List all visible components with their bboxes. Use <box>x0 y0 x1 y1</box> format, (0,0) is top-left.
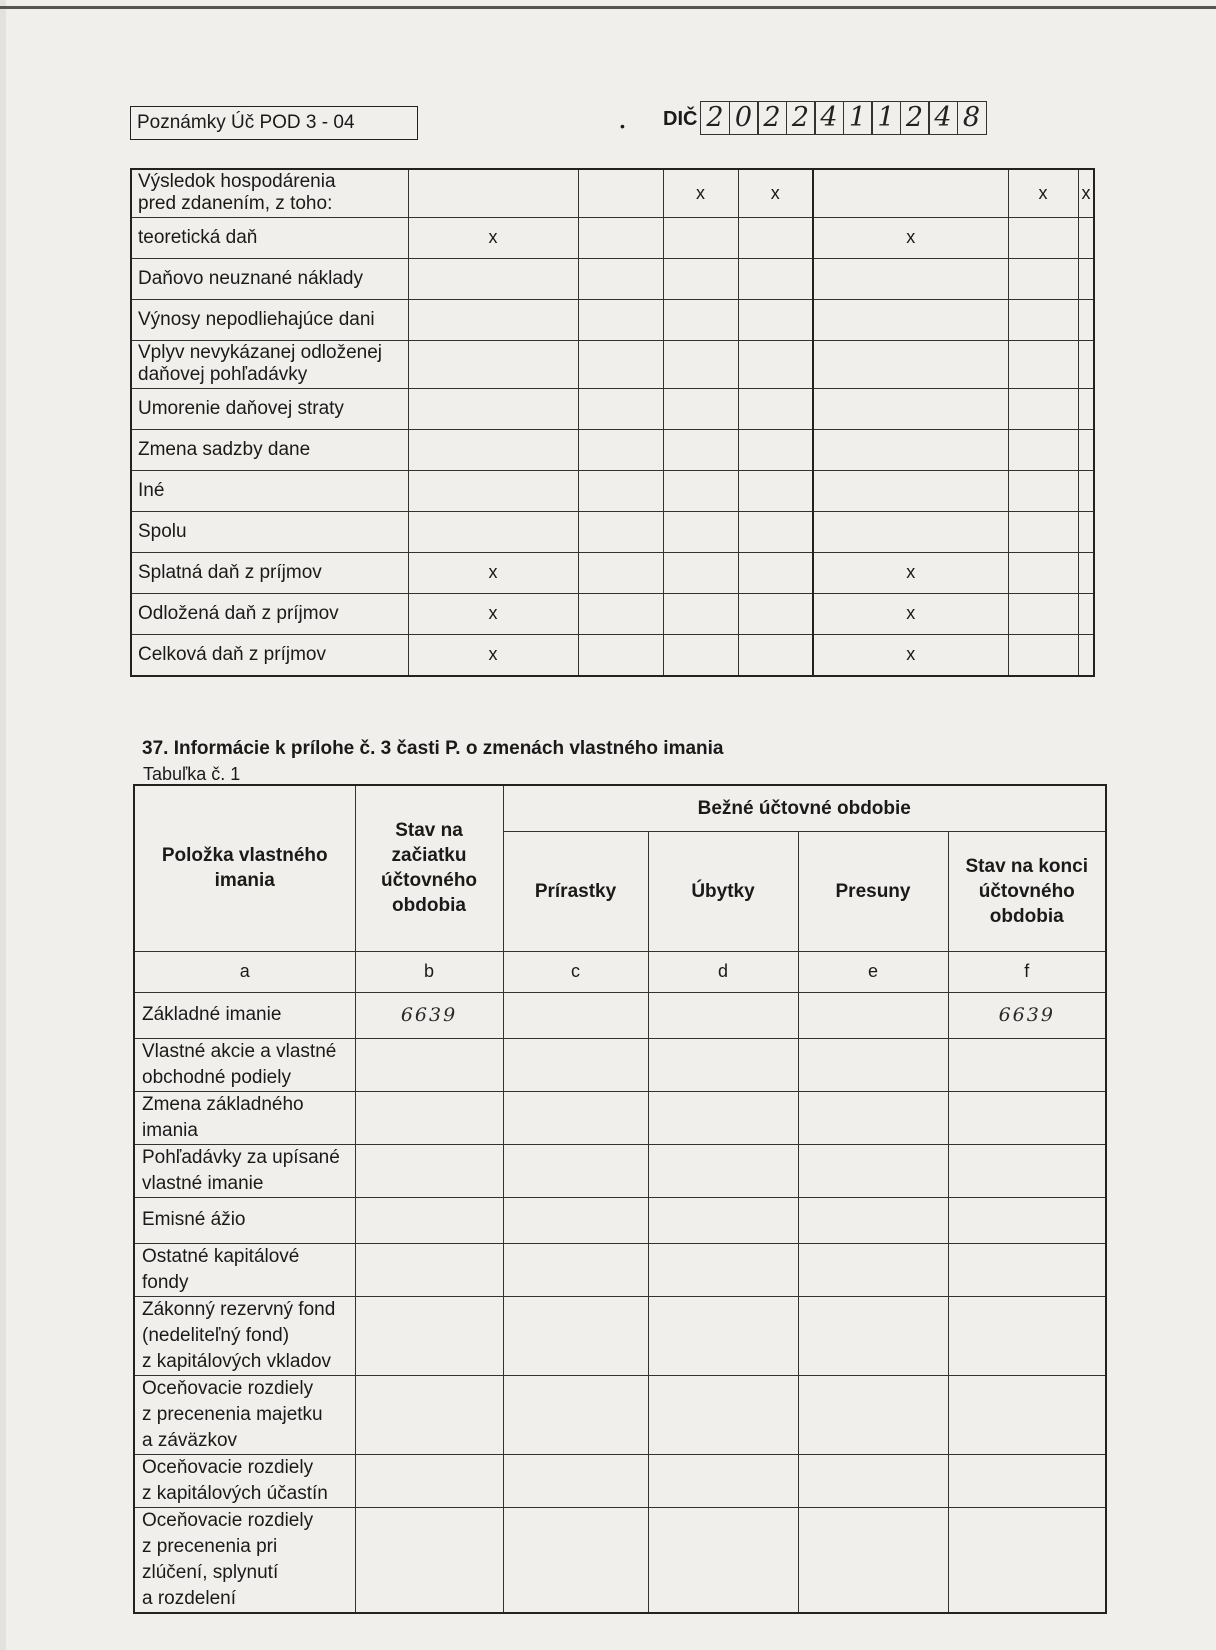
row-label-line: Vplyv nevykázanej odloženej <box>138 342 382 363</box>
table-cell[interactable] <box>738 511 813 552</box>
table-row <box>131 388 1094 429</box>
table-cell[interactable] <box>1008 388 1078 429</box>
table-cell[interactable] <box>1008 552 1078 593</box>
table-cell[interactable] <box>408 340 578 388</box>
value-cell-c[interactable] <box>503 1296 648 1375</box>
table-cell[interactable] <box>578 552 663 593</box>
value-cell-f[interactable] <box>948 1375 1106 1454</box>
row-label-line: Umorenie daňovej straty <box>138 397 344 419</box>
equity-item-label <box>134 1375 355 1454</box>
column-letter-row <box>134 951 1106 992</box>
table-cell[interactable] <box>408 470 578 511</box>
value-cell-d[interactable] <box>648 1197 798 1243</box>
header-col-b: Stav na začiatku účtovného obdobia <box>355 785 503 951</box>
dic-digit-box[interactable]: 8 <box>957 101 987 135</box>
table-cell[interactable] <box>738 470 813 511</box>
table-cell[interactable] <box>1078 217 1094 258</box>
table-cell[interactable] <box>663 340 738 388</box>
table-cell[interactable] <box>578 217 663 258</box>
equity-item-label <box>134 1243 355 1296</box>
row-label <box>131 593 408 634</box>
row-label <box>131 217 408 258</box>
table-cell[interactable] <box>813 340 1008 388</box>
row-label-line: teoretická daň <box>138 226 258 248</box>
value-cell-d[interactable] <box>648 1038 798 1091</box>
table-cell[interactable] <box>813 299 1008 340</box>
table-cell[interactable] <box>1078 511 1094 552</box>
value-cell-e[interactable] <box>798 1243 948 1296</box>
equity-item-label <box>134 1296 355 1375</box>
header-col-e: Presuny <box>798 831 948 951</box>
value-cell-b[interactable] <box>355 1375 503 1454</box>
equity-row <box>134 1144 1106 1197</box>
table-cell[interactable] <box>1008 470 1078 511</box>
table-cell[interactable] <box>738 340 813 388</box>
dic-digit-box[interactable]: 0 <box>729 101 759 135</box>
table-cell[interactable] <box>408 511 578 552</box>
equity-item-label-line: Ostatné kapitálové <box>142 1245 300 1267</box>
value-cell-f[interactable] <box>948 1296 1106 1375</box>
table-cell[interactable] <box>663 388 738 429</box>
equity-row <box>134 1454 1106 1507</box>
column-letter: e <box>798 951 948 992</box>
equity-item-label-line: zlúčení, splynutí <box>142 1561 279 1583</box>
value-cell-b[interactable] <box>355 1038 503 1091</box>
equity-item-label-line: imania <box>142 1119 198 1141</box>
equity-item-label-line: vlastné imanie <box>142 1172 264 1194</box>
value-cell-c[interactable] <box>503 992 648 1038</box>
row-label-line: Výsledok hospodárenia <box>138 171 336 193</box>
value-cell-f[interactable] <box>948 1243 1106 1296</box>
value-cell-c[interactable] <box>503 1038 648 1091</box>
column-letter: f <box>948 951 1106 992</box>
value-cell-c[interactable] <box>503 1197 648 1243</box>
column-letter: c <box>503 951 648 992</box>
value-cell-c[interactable] <box>503 1243 648 1296</box>
column-letter: d <box>648 951 798 992</box>
table-cell[interactable]: x <box>408 593 578 634</box>
value-cell-b[interactable] <box>355 1197 503 1243</box>
equity-changes-table <box>133 784 1107 1614</box>
header-current-period: Bežné účtovné obdobie <box>503 785 1106 831</box>
table-row <box>131 299 1094 340</box>
row-label <box>131 299 408 340</box>
equity-row <box>134 1243 1106 1296</box>
equity-item-label-line: Oceňovacie rozdiely <box>142 1509 314 1531</box>
dic-digit-box[interactable]: 1 <box>871 101 901 135</box>
table-cell[interactable] <box>738 388 813 429</box>
table-cell[interactable] <box>663 258 738 299</box>
equity-item-label <box>134 1507 355 1613</box>
table-cell[interactable] <box>663 217 738 258</box>
table-cell[interactable] <box>578 299 663 340</box>
table-row <box>131 511 1094 552</box>
table-cell[interactable] <box>663 634 738 676</box>
row-label <box>131 258 408 299</box>
table-cell[interactable] <box>813 470 1008 511</box>
dot-mark: • <box>620 118 625 134</box>
equity-item-label-line: Základné imanie <box>142 1004 282 1025</box>
table-cell[interactable]: x <box>738 169 813 217</box>
table-cell[interactable] <box>1008 511 1078 552</box>
equity-item-label <box>134 1197 355 1243</box>
table-cell[interactable] <box>408 429 578 470</box>
equity-item-label-line: Zákonný rezervný fond <box>142 1298 336 1320</box>
table-cell[interactable] <box>1008 593 1078 634</box>
table-row <box>131 429 1094 470</box>
value-cell-f[interactable] <box>948 1454 1106 1507</box>
table-cell[interactable] <box>578 340 663 388</box>
table-row <box>131 169 1094 217</box>
table-cell[interactable] <box>813 429 1008 470</box>
value-cell-b[interactable]: 6639 <box>355 992 503 1038</box>
equity-item-label <box>134 992 355 1038</box>
value-cell-c[interactable] <box>503 1144 648 1197</box>
table-cell[interactable] <box>578 429 663 470</box>
row-label <box>131 470 408 511</box>
row-label <box>131 169 408 217</box>
table-row <box>131 217 1094 258</box>
table-cell[interactable] <box>1008 258 1078 299</box>
table-cell[interactable] <box>1008 634 1078 676</box>
value-cell-e[interactable] <box>798 1296 948 1375</box>
equity-row <box>134 1038 1106 1091</box>
table-cell[interactable] <box>1078 258 1094 299</box>
value-cell-e[interactable] <box>798 1091 948 1144</box>
value-cell-f[interactable] <box>948 1507 1106 1613</box>
row-label <box>131 388 408 429</box>
table-cell[interactable] <box>663 511 738 552</box>
table-cell[interactable] <box>813 169 1008 217</box>
equity-item-label-line: a rozdelení <box>142 1587 237 1609</box>
table-cell[interactable]: x <box>663 169 738 217</box>
value-cell-f[interactable] <box>948 1091 1106 1144</box>
row-label-line: daňovej pohľadávky <box>138 364 308 385</box>
header-col-c: Prírastky <box>503 831 648 951</box>
dic-digit-box[interactable]: 1 <box>843 101 873 135</box>
value-cell-e[interactable] <box>798 1454 948 1507</box>
row-label-line: pred zdanením, z toho: <box>138 193 333 215</box>
table-cell[interactable] <box>1078 634 1094 676</box>
value-cell-e[interactable] <box>798 1038 948 1091</box>
table-row <box>131 593 1094 634</box>
table-cell[interactable] <box>1008 429 1078 470</box>
equity-item-label <box>134 1091 355 1144</box>
value-cell-e[interactable] <box>798 992 948 1038</box>
equity-row <box>134 992 1106 1038</box>
row-label-line: Celková daň z príjmov <box>138 643 326 665</box>
table-cell[interactable] <box>408 299 578 340</box>
table-cell[interactable] <box>663 593 738 634</box>
dic-digit-box[interactable]: 2 <box>700 101 730 135</box>
equity-row <box>134 1296 1106 1375</box>
equity-row <box>134 1091 1106 1144</box>
value-cell-e[interactable] <box>798 1507 948 1613</box>
value-cell-d[interactable] <box>648 992 798 1038</box>
table-cell[interactable] <box>813 388 1008 429</box>
table-cell[interactable]: x <box>408 634 578 676</box>
table-cell[interactable] <box>1078 388 1094 429</box>
page-edge <box>0 0 6 1650</box>
table-cell[interactable]: x <box>813 593 1008 634</box>
dic-digit-box[interactable]: 2 <box>900 101 930 135</box>
equity-item-label-line: Zmena základného <box>142 1093 304 1115</box>
row-label <box>131 340 408 388</box>
value-cell-e[interactable] <box>798 1144 948 1197</box>
table-cell[interactable] <box>738 429 813 470</box>
dic-digit-box[interactable]: 4 <box>814 101 844 135</box>
table-cell[interactable] <box>408 258 578 299</box>
row-label <box>131 552 408 593</box>
header-col-d: Úbytky <box>648 831 798 951</box>
table-row <box>131 470 1094 511</box>
table-cell[interactable] <box>578 388 663 429</box>
equity-item-label-line: (nedeliteľný fond) <box>142 1324 290 1346</box>
value-cell-c[interactable] <box>503 1507 648 1613</box>
table-cell[interactable] <box>738 634 813 676</box>
value-cell-d[interactable] <box>648 1375 798 1454</box>
table-cell[interactable] <box>1008 217 1078 258</box>
value-cell-e[interactable] <box>798 1197 948 1243</box>
header-col-f: Stav na konci účtovného obdobia <box>948 831 1106 951</box>
equity-item-label-line: Vlastné akcie a vlastné <box>142 1040 337 1062</box>
table-cell[interactable] <box>738 299 813 340</box>
value-cell-b[interactable] <box>355 1507 503 1613</box>
table-cell[interactable] <box>1008 340 1078 388</box>
value-cell-f[interactable] <box>948 1144 1106 1197</box>
row-label-line: Spolu <box>138 520 187 542</box>
row-label-line: Daňovo neuznané náklady <box>138 267 364 289</box>
table-cell[interactable] <box>1078 593 1094 634</box>
value-cell-f[interactable]: 6639 <box>948 992 1106 1038</box>
dic-field[interactable] <box>700 101 985 135</box>
value-cell-c[interactable] <box>503 1454 648 1507</box>
table-cell[interactable] <box>578 634 663 676</box>
row-label-line: Iné <box>138 479 165 501</box>
equity-row <box>134 1507 1106 1613</box>
equity-row <box>134 1197 1106 1243</box>
table-cell[interactable]: x <box>1078 169 1094 217</box>
dic-digit-box[interactable]: 4 <box>928 101 958 135</box>
equity-item-label-line: a záväzkov <box>142 1429 238 1451</box>
equity-item-label <box>134 1038 355 1091</box>
value-cell-d[interactable] <box>648 1091 798 1144</box>
tax-reconciliation-table <box>130 168 1095 677</box>
equity-item-label-line: Emisné ážio <box>142 1209 246 1230</box>
table-cell[interactable] <box>738 552 813 593</box>
value-cell-b[interactable] <box>355 1243 503 1296</box>
row-label-line: Splatná daň z príjmov <box>138 561 322 583</box>
table-cell[interactable] <box>738 217 813 258</box>
table-cell[interactable] <box>1078 340 1094 388</box>
table-cell[interactable] <box>663 299 738 340</box>
table-row <box>131 258 1094 299</box>
equity-item-label <box>134 1454 355 1507</box>
value-cell-b[interactable] <box>355 1144 503 1197</box>
table-cell[interactable] <box>578 511 663 552</box>
row-label <box>131 634 408 676</box>
equity-item-label-line: z precenenia majetku <box>142 1403 323 1425</box>
table-cell[interactable]: x <box>813 217 1008 258</box>
table-cell[interactable] <box>813 511 1008 552</box>
row-label-line: Odložená daň z príjmov <box>138 602 339 624</box>
equity-item-label-line: Pohľadávky za upísané <box>142 1146 340 1168</box>
value-cell-b[interactable] <box>355 1454 503 1507</box>
equity-item-label <box>134 1144 355 1197</box>
table-cell[interactable] <box>1078 429 1094 470</box>
section-37-title: 37. Informácie k prílohe č. 3 časti P. o zmenách vlastného imania <box>142 738 724 759</box>
header-col-a: Položka vlastného imania <box>134 785 355 951</box>
table-cell[interactable] <box>738 593 813 634</box>
table-cell[interactable] <box>1078 470 1094 511</box>
row-label-line: Výnosy nepodliehajúce dani <box>138 308 375 330</box>
form-label: Poznámky Úč POD 3 - 04 <box>130 106 418 140</box>
table-cell[interactable] <box>1078 552 1094 593</box>
value-cell-b[interactable] <box>355 1296 503 1375</box>
table-cell[interactable] <box>663 552 738 593</box>
table-cell[interactable]: x <box>813 634 1008 676</box>
table-cell[interactable]: x <box>408 552 578 593</box>
dic-label: DIČ <box>663 108 698 130</box>
dic-digit-box[interactable]: 2 <box>786 101 816 135</box>
equity-row <box>134 1375 1106 1454</box>
table-cell[interactable] <box>663 470 738 511</box>
table-row <box>131 552 1094 593</box>
dic-digit-box[interactable]: 2 <box>757 101 787 135</box>
value-cell-d[interactable] <box>648 1144 798 1197</box>
equity-item-label-line: Oceňovacie rozdiely <box>142 1377 314 1399</box>
value-cell-d[interactable] <box>648 1507 798 1613</box>
table-cell[interactable] <box>408 169 578 217</box>
table-caption: Tabuľka č. 1 <box>143 764 241 784</box>
row-label-line: Zmena sadzby dane <box>138 438 311 460</box>
column-letter: a <box>134 951 355 992</box>
value-cell-d[interactable] <box>648 1296 798 1375</box>
value-cell-f[interactable] <box>948 1038 1106 1091</box>
table-cell[interactable] <box>738 258 813 299</box>
equity-item-label-line: obchodné podiely <box>142 1066 291 1088</box>
page-top-border <box>0 6 1216 9</box>
table-cell[interactable] <box>578 593 663 634</box>
table-cell[interactable] <box>578 258 663 299</box>
table-cell[interactable] <box>578 169 663 217</box>
table-cell[interactable] <box>578 470 663 511</box>
table-cell[interactable] <box>813 258 1008 299</box>
value-cell-c[interactable] <box>503 1375 648 1454</box>
row-label <box>131 511 408 552</box>
table-cell[interactable]: x <box>408 217 578 258</box>
value-cell-d[interactable] <box>648 1454 798 1507</box>
table-cell[interactable] <box>1008 299 1078 340</box>
equity-item-label-line: z kapitálových vkladov <box>142 1350 332 1372</box>
value-cell-b[interactable] <box>355 1091 503 1144</box>
value-cell-d[interactable] <box>648 1243 798 1296</box>
value-cell-e[interactable] <box>798 1375 948 1454</box>
value-cell-f[interactable] <box>948 1197 1106 1243</box>
table-cell[interactable] <box>408 388 578 429</box>
table-cell[interactable] <box>1078 299 1094 340</box>
table-cell[interactable]: x <box>813 552 1008 593</box>
table-cell[interactable]: x <box>1008 169 1078 217</box>
table-row <box>131 634 1094 676</box>
column-letter: b <box>355 951 503 992</box>
table-cell[interactable] <box>663 429 738 470</box>
table-row <box>131 340 1094 388</box>
value-cell-c[interactable] <box>503 1091 648 1144</box>
equity-item-label-line: fondy <box>142 1271 189 1293</box>
equity-item-label-line: z kapitálových účastín <box>142 1482 328 1504</box>
equity-item-label-line: Oceňovacie rozdiely <box>142 1456 314 1478</box>
equity-item-label-line: z precenenia pri <box>142 1535 278 1557</box>
row-label <box>131 429 408 470</box>
